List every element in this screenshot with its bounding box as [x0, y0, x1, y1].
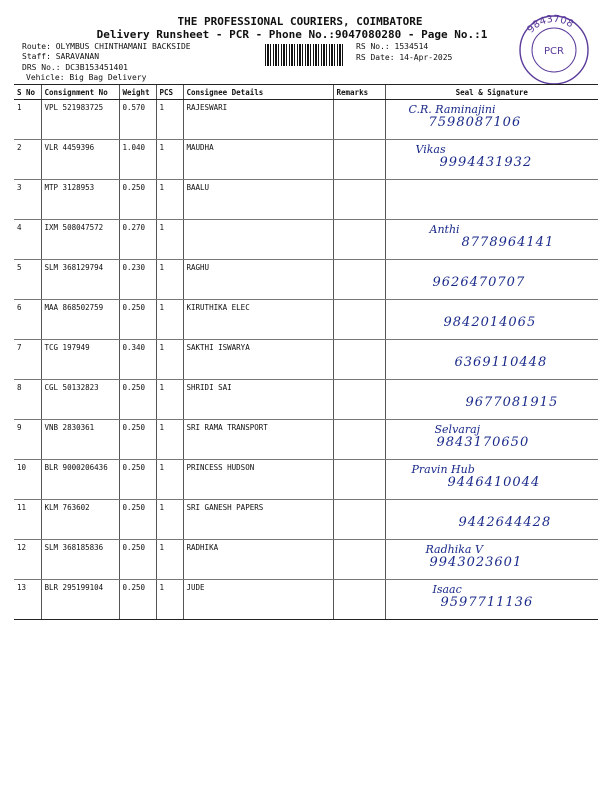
handwritten-name	[419, 503, 596, 515]
cell-consignee: MAUDHA	[183, 140, 333, 180]
cell-remarks	[333, 420, 385, 460]
table-row	[14, 140, 598, 180]
cell-consignee: JUDE	[183, 580, 333, 620]
cell-pcs: 1	[156, 580, 183, 620]
cell-sno: 10	[14, 460, 41, 500]
handwritten-name: Vikas	[415, 143, 446, 156]
table-row	[14, 260, 598, 300]
cell-consignee: RAGHU	[183, 260, 333, 300]
cell-weight: 0.250	[119, 180, 156, 220]
cell-pcs: 1	[156, 300, 183, 340]
cell-consignee: SAKTHI ISWARYA	[183, 340, 333, 380]
cell-consignee: PRINCESS HUDSON	[183, 460, 333, 500]
handwritten-name	[421, 343, 596, 355]
cell-consignee: BAALU	[183, 180, 333, 220]
cell-pcs: 1	[156, 540, 183, 580]
table-row	[14, 540, 598, 580]
handwritten-phone: 9842014065	[443, 315, 537, 330]
cell-signature	[385, 300, 598, 340]
cell-consignment: VPL 521983725	[41, 100, 119, 140]
cell-sno: 11	[14, 500, 41, 540]
cell-remarks	[333, 300, 385, 340]
handwritten-phone: 9843170650	[436, 435, 530, 450]
cell-consignee: SRI GANESH PAPERS	[183, 500, 333, 540]
document-subtitle: Delivery Runsheet - PCR - Phone No.:9047080280 - Page No.:1	[96, 28, 488, 41]
cell-signature	[385, 180, 598, 220]
handwritten-name: Anthi	[429, 223, 460, 236]
table-row	[14, 340, 598, 380]
table-row	[14, 500, 598, 540]
handwritten-phone: 9442644428	[458, 515, 552, 530]
cell-weight: 0.250	[119, 380, 156, 420]
cell-weight: 0.270	[119, 220, 156, 260]
handwritten-phone: 7598087106	[428, 115, 522, 130]
handwritten-name: Pravin Hub	[411, 463, 475, 476]
cell-consignment: MAA 868502759	[41, 300, 119, 340]
handwritten-name	[428, 383, 596, 395]
handwritten-name: Selvaraj	[434, 423, 481, 436]
cell-consignment: TCG 197949	[41, 340, 119, 380]
cell-consignee: SRI RAMA TRANSPORT	[183, 420, 333, 460]
cell-weight: 0.230	[119, 260, 156, 300]
cell-sno: 8	[14, 380, 41, 420]
cell-signature	[385, 540, 598, 580]
cell-signature	[385, 340, 598, 380]
cell-sno: 9	[14, 420, 41, 460]
col-header-consignee: Consignee Details	[183, 85, 333, 100]
cell-consignment: BLR 9000206436	[41, 460, 119, 500]
cell-consignee: RAJESWARI	[183, 100, 333, 140]
cell-weight: 0.250	[119, 460, 156, 500]
cell-consignee: SHRIDI SAI	[183, 380, 333, 420]
cell-pcs: 1	[156, 180, 183, 220]
cell-sno: 6	[14, 300, 41, 340]
cell-consignment: VLR 4459396	[41, 140, 119, 180]
cell-sno: 7	[14, 340, 41, 380]
cell-pcs: 1	[156, 420, 183, 460]
rs-date: RS Date: 14-Apr-2025	[356, 53, 453, 62]
cell-consignment: SLM 368129794	[41, 260, 119, 300]
document-title: THE PROFESSIONAL COURIERS, COIMBATORE	[177, 15, 423, 28]
handwritten-name	[414, 303, 596, 315]
handwritten-phone: 9597711136	[440, 595, 534, 610]
rs-number: RS No.: 1534514	[356, 42, 429, 51]
cell-signature	[385, 460, 598, 500]
cell-pcs: 1	[156, 340, 183, 380]
cell-remarks	[333, 220, 385, 260]
cell-weight: 0.250	[119, 580, 156, 620]
handwritten-phone: 9994431932	[439, 155, 533, 170]
table-header-row	[14, 85, 598, 100]
stamp-ring-text: 9843708	[525, 13, 576, 36]
cell-pcs: 1	[156, 500, 183, 540]
table-row	[14, 380, 598, 420]
table-row	[14, 420, 598, 460]
handwritten-phone: 9677081915	[465, 395, 559, 410]
handwritten-phone: 9943023601	[429, 555, 523, 570]
cell-signature	[385, 260, 598, 300]
barcode-image	[265, 44, 343, 66]
col-header-pcs: PCS	[156, 85, 183, 100]
handwritten-phone: 8778964141	[461, 235, 555, 250]
cell-sno: 3	[14, 180, 41, 220]
cell-remarks	[333, 140, 385, 180]
cell-sno: 12	[14, 540, 41, 580]
cell-consignment: IXM 508047572	[41, 220, 119, 260]
table-row	[14, 580, 598, 620]
table-row	[14, 220, 598, 260]
cell-weight: 1.040	[119, 140, 156, 180]
cell-remarks	[333, 340, 385, 380]
handwritten-name: Radhika V	[425, 543, 483, 556]
cell-sno: 13	[14, 580, 41, 620]
route-label: Route: OLYMBUS CHINTHAMANI BACKSIDE	[22, 42, 191, 51]
col-header-sno: S No	[14, 85, 41, 100]
col-header-consignment: Consignment No	[41, 85, 119, 100]
cell-signature	[385, 220, 598, 260]
cell-sno: 4	[14, 220, 41, 260]
cell-remarks	[333, 460, 385, 500]
cell-signature	[385, 500, 598, 540]
col-header-seal: Seal & Signature	[385, 85, 598, 100]
handwritten-name	[437, 263, 596, 275]
handwritten-name	[423, 183, 596, 195]
cell-sno: 5	[14, 260, 41, 300]
cell-consignee: KIRUTHIKA ELEC	[183, 300, 333, 340]
handwritten-phone: 9446410044	[447, 475, 541, 490]
cell-signature	[385, 380, 598, 420]
table-row	[14, 460, 598, 500]
col-header-weight: Weight	[119, 85, 156, 100]
handwritten-name: C.R. Raminajini	[408, 103, 496, 116]
cell-remarks	[333, 500, 385, 540]
cell-weight: 0.250	[119, 300, 156, 340]
cell-consignee: RADHIKA	[183, 540, 333, 580]
cell-remarks	[333, 100, 385, 140]
cell-weight: 0.570	[119, 100, 156, 140]
vehicle-label: Vehicle: Big Bag Delivery	[26, 73, 147, 82]
cell-consignment: SLM 368185836	[41, 540, 119, 580]
cell-pcs: 1	[156, 100, 183, 140]
courier-seal-stamp	[516, 12, 592, 88]
cell-weight: 0.250	[119, 540, 156, 580]
cell-remarks	[333, 180, 385, 220]
runsheet-table	[14, 84, 598, 620]
cell-consignment: KLM 763602	[41, 500, 119, 540]
staff-label: Staff: SARAVANAN	[22, 52, 100, 61]
cell-consignment: VNB 2830361	[41, 420, 119, 460]
cell-consignment: BLR 295199104	[41, 580, 119, 620]
table-row	[14, 180, 598, 220]
cell-sno: 1	[14, 100, 41, 140]
cell-remarks	[333, 580, 385, 620]
cell-consignment: MTP 3128953	[41, 180, 119, 220]
stamp-center-text: PCR	[544, 46, 564, 57]
cell-consignment: CGL 50132823	[41, 380, 119, 420]
cell-pcs: 1	[156, 380, 183, 420]
table-row	[14, 300, 598, 340]
cell-remarks	[333, 260, 385, 300]
cell-weight: 0.250	[119, 500, 156, 540]
cell-weight: 0.250	[119, 420, 156, 460]
cell-pcs: 1	[156, 260, 183, 300]
cell-consignee	[183, 220, 333, 260]
cell-signature	[385, 100, 598, 140]
cell-weight: 0.340	[119, 340, 156, 380]
handwritten-name: Isaac	[432, 583, 462, 596]
handwritten-phone: 9626470707	[432, 275, 526, 290]
cell-remarks	[333, 380, 385, 420]
cell-remarks	[333, 540, 385, 580]
cell-pcs: 1	[156, 140, 183, 180]
cell-pcs: 1	[156, 220, 183, 260]
handwritten-phone: 6369110448	[454, 355, 548, 370]
cell-signature	[385, 420, 598, 460]
drs-number: DRS No.: DC3B153451401	[22, 63, 128, 72]
cell-pcs: 1	[156, 460, 183, 500]
cell-signature	[385, 580, 598, 620]
col-header-remarks: Remarks	[333, 85, 385, 100]
cell-sno: 2	[14, 140, 41, 180]
cell-signature	[385, 140, 598, 180]
table-row	[14, 100, 598, 140]
